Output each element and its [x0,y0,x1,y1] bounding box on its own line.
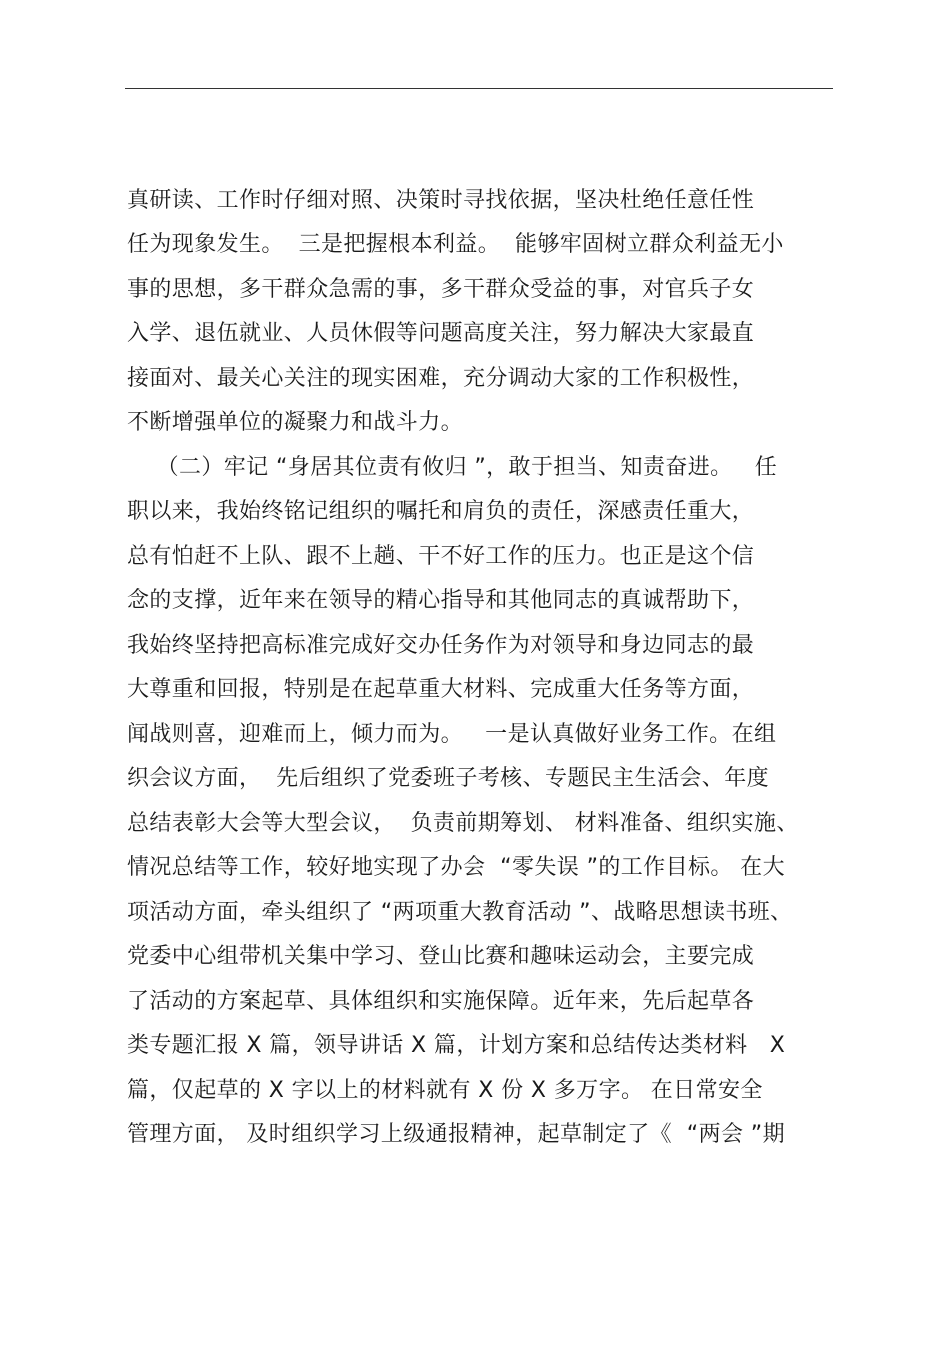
text-line: 接面对、最关心关注的现实困难，充分调动大家的工作积极性， [127,366,755,391]
text-line: 事的思想，多干群众急需的事，多干群众受益的事，对官兵子女 [127,277,755,302]
text-line: 闻战则喜，迎难而上，倾力而为。 一是认真做好业务工作。在组 [127,722,777,747]
text-line: （二）牢记 “身居其位责有攸归 ”，敢于担当、知责奋进。 任 [127,455,778,480]
text-line: 职以来，我始终铭记组织的嘱托和肩负的责任，深感责任重大， [127,499,755,524]
text-line: 真研读、工作时仔细对照、决策时寻找依据，坚决杜绝任意任性 [127,188,755,213]
text-line: 入学、退伍就业、人员休假等问题高度关注，努力解决大家最直 [127,321,755,346]
text-line: 总结表彰大会等大型会议， 负责前期筹划、 材料准备、组织实施、 [127,811,799,836]
text-line: 篇，仅起草的 X 字以上的材料就有 X 份 X 多万字。 在日常安全 [127,1078,763,1103]
text-line: 大尊重和回报，特别是在起草重大材料、完成重大任务等方面， [127,677,755,702]
text-line: 情况总结等工作，较好地实现了办会 “零失误 ”的工作目标。 在大 [127,855,785,880]
text-line: 念的支撑，近年来在领导的精心指导和其他同志的真诚帮助下， [127,588,755,613]
text-line: 党委中心组带机关集中学习、登山比赛和趣味运动会，主要完成 [127,944,755,969]
text-line: 织会议方面， 先后组织了党委班子考核、专题民主生活会、年度 [127,766,769,791]
text-line: 不断增强单位的凝聚力和战斗力。 [127,410,464,435]
text-line: 我始终坚持把高标准完成好交办任务作为对领导和身边同志的最 [127,633,755,658]
text-line: 类专题汇报 X 篇，领导讲话 X 篇，计划方案和总结传达类材料 X [127,1033,786,1058]
text-line: 总有怕赶不上队、跟不上趟、干不好工作的压力。也正是这个信 [127,544,755,569]
text-line: 任为现象发生。 三是把握根本利益。 能够牢固树立群众利益无小 [127,232,784,257]
text-line: 项活动方面，牵头组织了 “两项重大教育活动 ”、战略思想读书班、 [127,900,793,925]
text-line: 管理方面， 及时组织学习上级通报精神，起草制定了《 “两会 ”期 [127,1122,785,1147]
text-line: 了活动的方案起草、具体组织和实施保障。近年来，先后起草各 [127,989,755,1014]
